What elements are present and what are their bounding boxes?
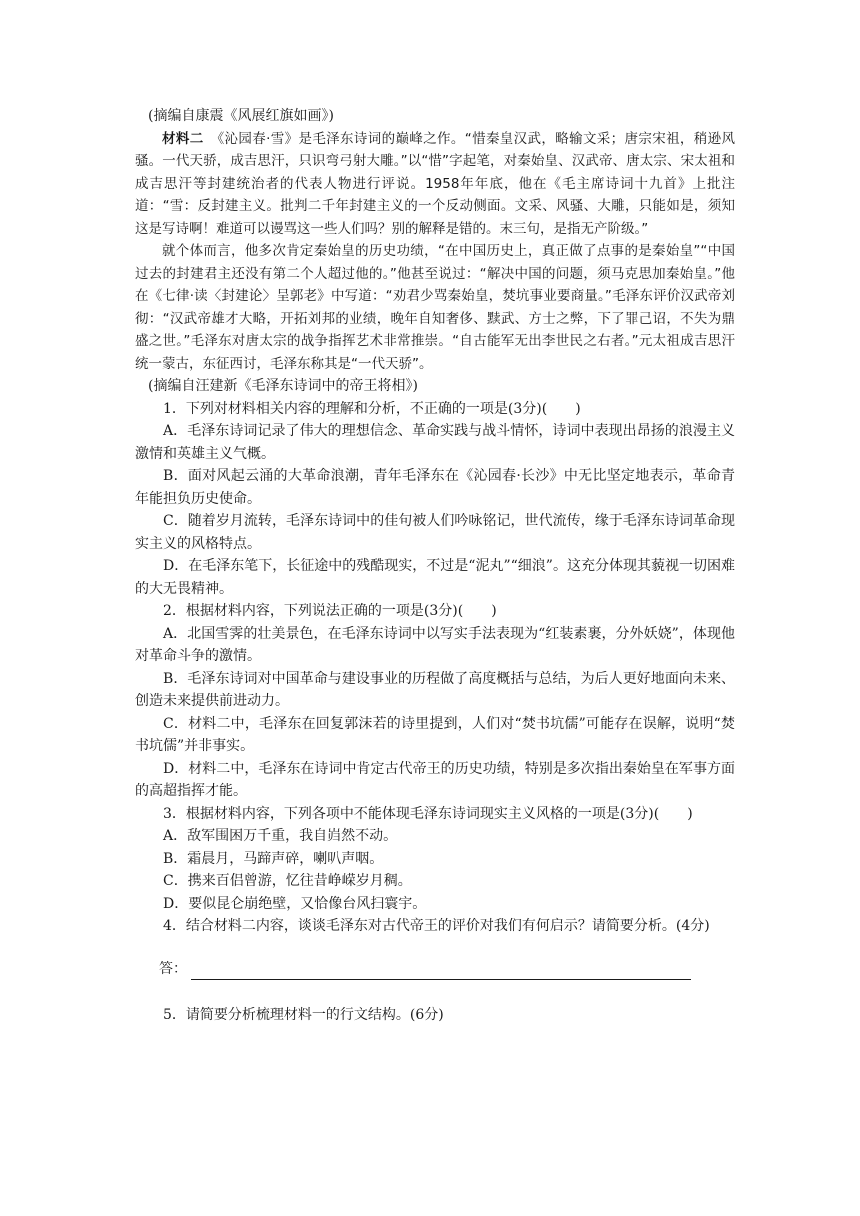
material2-paragraph-1 bbox=[135, 128, 735, 241]
question-3-option-a: A．敌军围困万千重，我自岿然不动。 bbox=[163, 828, 398, 844]
question-2-option-c: C．材料二中，毛泽东在回复郭沫若的诗里提到，人们对“焚书坑儒”可能存在误解，说明“焚书坑儒”并非事实。 bbox=[135, 715, 735, 754]
answer-area[interactable] bbox=[135, 958, 735, 980]
question-3-option-d: D．要似昆仑崩绝壁，又恰像台风扫寰宇。 bbox=[163, 895, 427, 912]
question-2-stem: 2．根据材料内容，下列说法正确的一项是(3分)( ) bbox=[163, 603, 497, 619]
material2-text-1: 《沁园春·雪》是毛泽东诗词的巅峰之作。“惜秦皇汉武，略输文采；唐宗宋祖，稍逊风骚。一代天骄，成吉思汗，只识弯弓射大雕。”以“惜”字起笔，对秦始皇、汉武帝、唐太宗、宋太祖和成吉思汗等封建统治者的代表人物进行评说。1958年年底，他在《毛主席诗词十九首》上批注道：“雪：反封建主义。批判二千年封建主义的一个反动侧面。文采、风骚、大雕，只能如是，须知这是写诗啊！难道可以谩骂这一些人们吗？别的解释是错的。末三句，是指无产阶级。” bbox=[135, 130, 736, 237]
page-content bbox=[135, 105, 735, 1026]
question-1-option-b: B．面对风起云涌的大革命浪潮，青年毛泽东在《沁园春·长沙》中无比坚定地表示，革命青年能担负历史使命。 bbox=[135, 468, 735, 507]
material2-paragraph-2: 就个体而言，他多次肯定秦始皇的历史功绩，“在中国历史上，真正做了点事的是秦始皇”“中国过去的封建君主还没有第二个人超过他的。”他甚至说过：“解决中国的问题，须马克思加秦始皇。”他在《七律·读〈封建论〉呈郭老》中写道：“劝君少骂秦始皇，焚坑事业要商量。”毛泽东评价汉武帝刘彻：“汉武帝雄才大略，开拓刘邦的业绩，晚年自知奢侈、黩武、方士之弊，下了罪己诏，不失为鼎盛之世。”毛泽东对唐太宗的战争指挥艺术非常推崇。“自古能军无出李世民之右者。”元太祖成吉思汗统一蒙古，东征西讨，毛泽东称其是“一代天骄”。 bbox=[135, 243, 735, 372]
material2-label: 材料二 bbox=[162, 130, 204, 147]
question-3-option-b: B．霜晨月，马蹄声碎，喇叭声咽。 bbox=[163, 850, 384, 867]
answer-underline bbox=[191, 965, 691, 980]
question-5-stem: 5．请简要分析梳理材料一的行文结构。(6分) bbox=[163, 1006, 444, 1023]
answer-label: 答： bbox=[159, 960, 187, 977]
source-citation-2: (摘编自汪建新《毛泽东诗词中的帝王将相》) bbox=[148, 378, 418, 394]
question-1-option-c: C．随着岁月流转，毛泽东诗词中的佳句被人们吟咏铭记，世代流传，缘于毛泽东诗词革命现实主义的风格特点。 bbox=[135, 513, 735, 552]
question-2-option-a: A．北国雪霁的壮美景色，在毛泽东诗词中以写实手法表现为“红装素裹，分外妖娆”，体现他对革命斗争的激情。 bbox=[135, 625, 735, 664]
question-1-option-a: A．毛泽东诗词记录了伟大的理想信念、革命实践与战斗情怀，诗词中表现出昂扬的浪漫主义激情和英雄主义气概。 bbox=[135, 423, 735, 462]
question-2-option-b: B．毛泽东诗词对中国革命与建设事业的历程做了高度概括与总结，为后人更好地面向未来、创造未来提供前进动力。 bbox=[135, 670, 735, 709]
question-3-stem: 3．根据材料内容，下列各项中不能体现毛泽东诗词现实主义风格的一项是(3分)( ) bbox=[163, 805, 693, 822]
question-1-option-d: D．在毛泽东笔下，长征途中的残酷现实，不过是“泥丸”“细浪”。这充分体现其藐视一切困难的大无畏精神。 bbox=[135, 558, 735, 597]
source-citation-1: (摘编自康震《风展红旗如画》) bbox=[148, 108, 334, 124]
question-4-stem: 4．结合材料二内容，谈谈毛泽东对古代帝王的评价对我们有何启示？请简要分析。(4分) bbox=[163, 918, 710, 934]
question-2-option-d: D．材料二中，毛泽东在诗词中肯定古代帝王的历史功绩，特别是多次指出秦始皇在军事方面的高超指挥才能。 bbox=[135, 760, 735, 799]
question-1-stem: 1．下列对材料相关内容的理解和分析，不正确的一项是(3分)( ) bbox=[163, 400, 581, 417]
question-3-option-c: C．携来百侣曾游，忆往昔峥嵘岁月稠。 bbox=[163, 873, 412, 889]
